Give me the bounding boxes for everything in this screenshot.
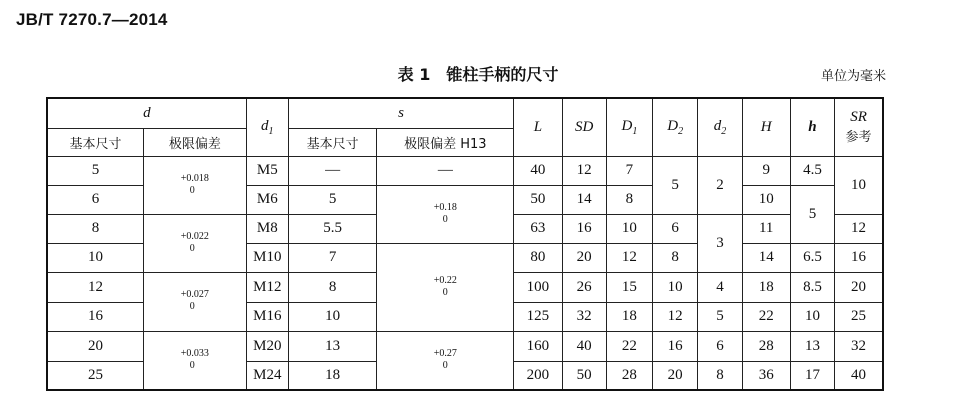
cell-L: 80: [514, 243, 562, 272]
cell-SD: 50: [562, 361, 606, 390]
cell-d: 16: [47, 302, 144, 331]
cell-h: 4.5: [790, 156, 834, 185]
cell-H: 18: [742, 272, 790, 302]
cell-D2: 8: [653, 243, 698, 272]
cell-d1: M5: [246, 156, 288, 185]
cell-L: 63: [514, 214, 562, 243]
cell-D2: 5: [653, 156, 698, 214]
cell-H: 10: [742, 185, 790, 214]
cell-SR: 20: [835, 272, 883, 302]
cell-s-tol: —: [377, 156, 514, 185]
cell-H: 11: [742, 214, 790, 243]
cell-H: 14: [742, 243, 790, 272]
cell-L: 125: [514, 302, 562, 331]
cell-L: 160: [514, 331, 562, 361]
cell-d: 25: [47, 361, 144, 390]
cell-L: 100: [514, 272, 562, 302]
cell-SR: 25: [835, 302, 883, 331]
cell-d1: M16: [246, 302, 288, 331]
col-header-D1: $D_1$: [606, 98, 652, 156]
col-header-H: H: [742, 98, 790, 156]
cell-D1: 18: [606, 302, 652, 331]
cell-D2: 20: [653, 361, 698, 390]
cell-D1: 22: [606, 331, 652, 361]
cell-d-tol: +0.018 0: [144, 156, 247, 214]
cell-L: 200: [514, 361, 562, 390]
cell-H: 22: [742, 302, 790, 331]
col-header-d: d: [47, 98, 246, 128]
cell-d1: M6: [246, 185, 288, 214]
cell-D2: 10: [653, 272, 698, 302]
col-header-SR-label: SR: [850, 109, 867, 126]
col-header-d-basic: 基本尺寸: [47, 128, 144, 156]
cell-h: 8.5: [790, 272, 834, 302]
cell-SD: 26: [562, 272, 606, 302]
cell-d2: 4: [698, 272, 742, 302]
header-row-1: [47, 98, 883, 128]
col-header-D2: $D_2$: [653, 98, 698, 156]
cell-d: 5: [47, 156, 144, 185]
cell-s: 13: [288, 331, 377, 361]
cell-h: 5: [790, 185, 834, 243]
cell-SR: 40: [835, 361, 883, 390]
col-header-SR: [835, 98, 883, 156]
cell-s-tol: +0.22 0: [377, 243, 514, 331]
cell-SR: 16: [835, 243, 883, 272]
cell-L: 40: [514, 156, 562, 185]
cell-SD: 12: [562, 156, 606, 185]
cell-D1: 7: [606, 156, 652, 185]
cell-d: 6: [47, 185, 144, 214]
cell-s: 7: [288, 243, 377, 272]
cell-D1: 28: [606, 361, 652, 390]
cell-h: 13: [790, 331, 834, 361]
table-title: 表 1 锥柱手柄的尺寸: [397, 65, 559, 84]
cell-d2: 6: [698, 331, 742, 361]
cell-h: 17: [790, 361, 834, 390]
unit-note: 单位为毫米: [820, 69, 886, 84]
cell-d: 8: [47, 214, 144, 243]
cell-s-tol: +0.27 0: [377, 331, 514, 390]
cell-D2: 16: [653, 331, 698, 361]
cell-d-tol: +0.027 0: [144, 272, 247, 331]
col-header-s: s: [288, 98, 513, 128]
cell-s-tol: +0.18 0: [377, 185, 514, 243]
cell-D1: 10: [606, 214, 652, 243]
cell-L: 50: [514, 185, 562, 214]
col-header-s-basic: 基本尺寸: [288, 128, 377, 156]
cell-d1: M20: [246, 331, 288, 361]
cell-d-tol: +0.022 0: [144, 214, 247, 272]
cell-D1: 8: [606, 185, 652, 214]
cell-d1: M24: [246, 361, 288, 390]
cell-d2: 8: [698, 361, 742, 390]
cell-D1: 12: [606, 243, 652, 272]
cell-D1: 15: [606, 272, 652, 302]
table-row: [47, 156, 883, 185]
cell-s: 8: [288, 272, 377, 302]
standard-code: JB/T 7270.7—2014: [16, 10, 168, 29]
cell-D2: 6: [653, 214, 698, 243]
col-header-d-tol: 极限偏差: [144, 128, 247, 156]
cell-SD: 20: [562, 243, 606, 272]
cell-h: 10: [790, 302, 834, 331]
cell-s: 18: [288, 361, 377, 390]
cell-d1: M12: [246, 272, 288, 302]
col-header-s-tol: 极限偏差 H13: [377, 128, 514, 156]
cell-H: 28: [742, 331, 790, 361]
col-header-SD: SD: [562, 98, 606, 156]
cell-SD: 14: [562, 185, 606, 214]
cell-H: 36: [742, 361, 790, 390]
cell-d2: 3: [698, 214, 742, 272]
cell-s: 10: [288, 302, 377, 331]
cell-s: 5.5: [288, 214, 377, 243]
cell-h: 6.5: [790, 243, 834, 272]
cell-d: 10: [47, 243, 144, 272]
table-row: [47, 331, 883, 361]
cell-SD: 40: [562, 331, 606, 361]
cell-SR: 32: [835, 331, 883, 361]
cell-SD: 32: [562, 302, 606, 331]
cell-d1: M10: [246, 243, 288, 272]
cell-d2: 2: [698, 156, 742, 214]
cell-d: 12: [47, 272, 144, 302]
col-header-d2: $d_2$: [698, 98, 742, 156]
cell-SD: 16: [562, 214, 606, 243]
col-header-L: L: [514, 98, 562, 156]
cell-d-tol: +0.033 0: [144, 331, 247, 390]
cell-H: 9: [742, 156, 790, 185]
cell-s: —: [288, 156, 377, 185]
cell-SR: 10: [835, 156, 883, 214]
col-header-d1: $d_1$: [246, 98, 288, 156]
dimension-table: [46, 97, 884, 391]
cell-SR: 12: [835, 214, 883, 243]
cell-d1: M8: [246, 214, 288, 243]
col-header-SR-note: 参考: [845, 130, 872, 146]
cell-d2: 5: [698, 302, 742, 331]
col-header-h: h: [790, 98, 834, 156]
cell-s: 5: [288, 185, 377, 214]
cell-D2: 12: [653, 302, 698, 331]
cell-d: 20: [47, 331, 144, 361]
